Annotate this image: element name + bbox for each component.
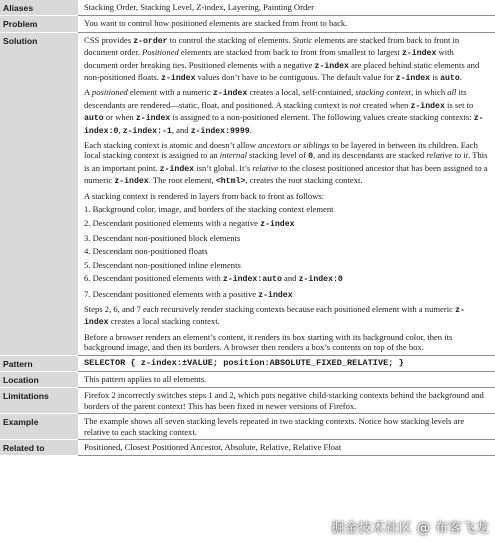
label-limitations: Limitations	[0, 388, 78, 414]
emphasis: ancestors or siblings	[258, 140, 330, 151]
solution-paragraph-6: Before a browser renders an element’s content, it renders its box starting with its background color, then its background image, and then its borders. A browser then renders a box’s contents on top of the box.	[84, 331, 453, 353]
emphasis: not	[349, 99, 361, 110]
inline-code: z-index	[395, 74, 431, 84]
row-limitations	[0, 388, 495, 414]
emphasis: all	[447, 87, 457, 98]
watermark: 掘金技术社区 @ 布客飞龙	[331, 521, 489, 536]
example-text: The example shows all seven stacking levels repeated in two stacking contexts. Notice how stacking levels are relative to each stacking context.	[78, 414, 495, 440]
row-example	[0, 414, 495, 440]
related-text: Positioned, Closest Positioned Ancestor, Absolute, Relative, Relative Float	[78, 440, 495, 456]
emphasis: relative to it	[426, 150, 469, 161]
stacking-step: 4. Descendant non-positioned floats	[84, 246, 208, 257]
label-example: Example	[0, 414, 78, 440]
inline-code: z-index	[135, 114, 171, 124]
solution-paragraph-1: CSS provides z-order to control the stacking of elements. Static elements are stacked from back to front in document order. Positioned elements are stacked from back to front from smallest to largest z-index with document order breaking ties. Positioned elements with a negative z-index are placed behind static elements and non-positioned floats. z-index values don’t have to be contiguous. The default value for z-index is auto.	[84, 34, 480, 84]
inline-code: z-index	[410, 101, 445, 111]
inline-code: z-index:auto	[222, 275, 282, 285]
inline-code: z-index	[258, 290, 293, 300]
inline-code: z-index	[84, 305, 465, 328]
inline-code: z-index	[212, 89, 248, 99]
stacking-steps-list	[84, 204, 489, 301]
inline-code: z-index:9999	[190, 126, 250, 136]
label-location: Location	[0, 371, 78, 387]
row-pattern	[0, 355, 495, 371]
solution-paragraph-5: Steps 2, 6, and 7 each recursively render stacking contexts because each positioned element with a numeric z-index creates a local stacking context.	[84, 303, 465, 328]
solution-paragraph-4: A stacking context is rendered in layers from back to front as follows:	[84, 190, 325, 201]
label-aliases: Aliases	[0, 0, 78, 16]
emphasis: stacking context	[355, 87, 412, 98]
row-problem	[0, 16, 495, 32]
location-text: This pattern applies to all elements.	[78, 371, 495, 387]
inline-code: z-index:0	[298, 275, 343, 285]
inline-code: z-index	[314, 61, 349, 71]
inline-code: z-index	[159, 164, 195, 174]
label-solution: Solution	[0, 32, 78, 355]
row-solution	[0, 32, 495, 355]
stacking-step: 6. Descendant positioned elements with z-index:auto and z-index:0	[84, 273, 343, 285]
problem-text: You want to control how positioned elements are stacked from front to back.	[78, 16, 495, 32]
inline-code: auto	[440, 74, 460, 84]
solution-paragraph-2: A positioned element with a numeric z-index creates a local, self-contained, stacking context, in which all its descendants are rendered—static, float, and positioned. A stacking context is not created when z-index is set to auto or when z-index is assigned to a non-positioned element. The following values create stacking contexts: z-index:0, z-index:-1, and z-index:9999.	[84, 87, 484, 136]
inline-code: auto	[84, 114, 104, 124]
emphasis: Positioned	[142, 47, 179, 58]
emphasis: relative	[252, 162, 279, 173]
solution-body	[78, 32, 495, 355]
solution-paragraph-3: Each stacking context is atomic and doesn’t allow ancestors or siblings to be layered in between its children. Each local stacking context is assigned to an internal stacking level of 0, and its descendants are stacked relative to it. This is an important point. z-index isn’t global. It’s relative to the closest positioned ancestor that has been assigned to a numeric z-index. The root element, <html>, creates the root stacking context.	[84, 140, 488, 187]
inline-code: z-index:-1	[122, 126, 172, 136]
row-related	[0, 440, 495, 456]
row-aliases	[0, 0, 495, 16]
inline-code: <html>	[215, 177, 246, 187]
emphasis: internal	[219, 150, 248, 161]
inline-code: z-index	[260, 219, 295, 229]
inline-code: z-index:0	[84, 114, 484, 136]
stacking-step: 7. Descendant positioned elements with a positive z-index	[84, 288, 293, 300]
aliases-text: Stacking Order, Stacking Level, Z-index, Layering, Painting Order	[78, 0, 495, 16]
inline-code: z-index	[161, 74, 196, 84]
stacking-step: 5. Descendant non-positioned inline elements	[84, 259, 241, 270]
label-related: Related to	[0, 440, 78, 456]
inline-code: z-order	[133, 36, 168, 46]
row-location	[0, 371, 495, 387]
emphasis: positioned	[91, 87, 128, 98]
inline-code: z-index	[114, 177, 149, 187]
pattern-code: SELECTOR { z-index:±VALUE; position:ABSOLUTE_FIXED_RELATIVE; }	[78, 355, 495, 371]
label-problem: Problem	[0, 16, 78, 32]
inline-code: 0	[308, 152, 314, 162]
inline-code: z-index	[401, 49, 437, 59]
stacking-step: 1. Background color, image, and borders of the stacking context element	[84, 204, 334, 215]
label-pattern: Pattern	[0, 355, 78, 371]
limitations-text: Firefox 2 incorrectly switches steps 1 and 2, which puts negative child-stacking contexts behind the background and borders of the parent context! This has been fixed in newer versions of Firefox.	[78, 388, 495, 414]
stacking-step: 3. Descendant non-positioned block elements	[84, 232, 241, 243]
stacking-step: 2. Descendant positioned elements with a negative z-index	[84, 217, 295, 229]
emphasis: Static	[292, 34, 313, 45]
